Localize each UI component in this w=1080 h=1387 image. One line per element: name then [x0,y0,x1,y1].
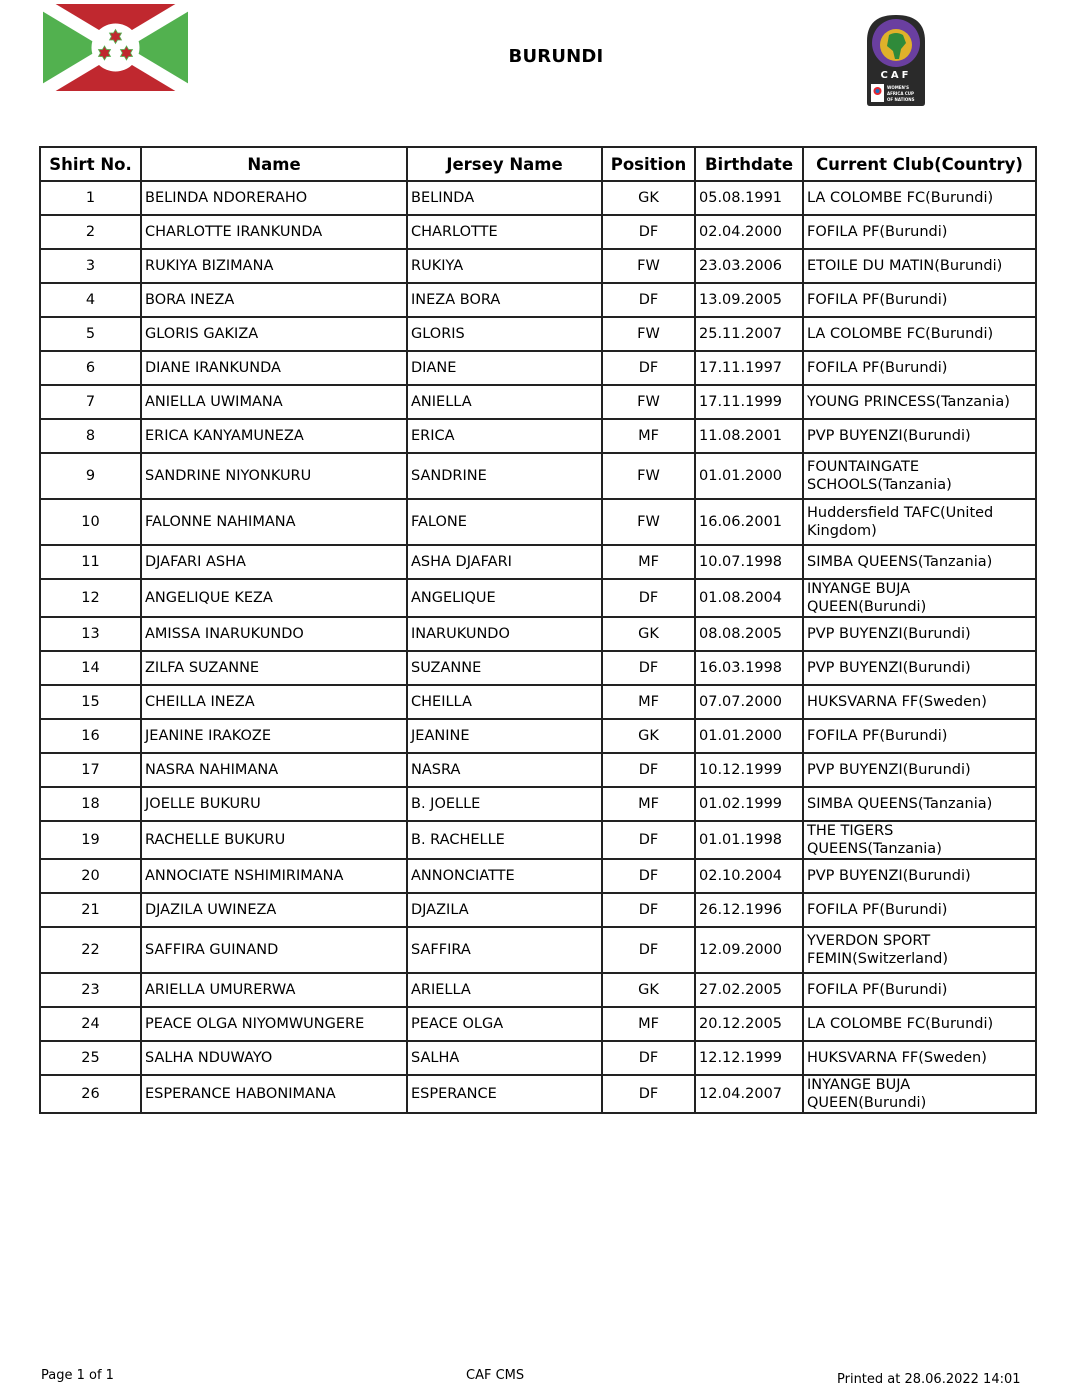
shirt-number: 10 [40,499,141,545]
jersey-name: PEACE OLGA [407,1007,602,1041]
shirt-number: 6 [40,351,141,385]
position: DF [602,927,695,973]
current-club: LA COLOMBE FC(Burundi) [803,181,1036,215]
jersey-name: ANNONCIATTE [407,859,602,893]
column-header-shirt-no: Shirt No. [40,147,141,181]
jersey-name: B. JOELLE [407,787,602,821]
player-name: ANNOCIATE NSHIMIRIMANA [141,859,407,893]
shirt-number: 12 [40,579,141,617]
shirt-number: 3 [40,249,141,283]
position: MF [602,545,695,579]
position: FW [602,385,695,419]
birthdate: 17.11.1997 [695,351,803,385]
column-header-birthdate: Birthdate [695,147,803,181]
position: FW [602,249,695,283]
svg-text:OF NATIONS: OF NATIONS [887,97,915,102]
birthdate: 10.12.1999 [695,753,803,787]
table-row [40,1041,1036,1075]
table-row [40,499,1036,545]
player-name: RUKIYA BIZIMANA [141,249,407,283]
jersey-name: CHARLOTTE [407,215,602,249]
shirt-number: 7 [40,385,141,419]
table-row [40,1075,1036,1113]
jersey-name: ERICA [407,419,602,453]
squad-list-table [39,146,1037,1114]
table-row [40,385,1036,419]
page-number: Page 1 of 1 [41,1368,114,1383]
table-row [40,685,1036,719]
birthdate: 12.09.2000 [695,927,803,973]
player-name: NASRA NAHIMANA [141,753,407,787]
shirt-number: 2 [40,215,141,249]
column-header-name: Name [141,147,407,181]
position: FW [602,317,695,351]
player-name: RACHELLE BUKURU [141,821,407,859]
current-club: YVERDON SPORT FEMIN(Switzerland) [803,927,1036,973]
column-header-current-club: Current Club(Country) [803,147,1036,181]
birthdate: 23.03.2006 [695,249,803,283]
birthdate: 01.01.2000 [695,453,803,499]
shirt-number: 15 [40,685,141,719]
table-row [40,215,1036,249]
current-club: FOFILA PF(Burundi) [803,893,1036,927]
player-name: ERICA KANYAMUNEZA [141,419,407,453]
birthdate: 26.12.1996 [695,893,803,927]
table-row [40,1007,1036,1041]
birthdate: 25.11.2007 [695,317,803,351]
birthdate: 01.01.1998 [695,821,803,859]
position: GK [602,973,695,1007]
current-club: INYANGE BUJA QUEEN(Burundi) [803,1075,1036,1113]
current-club: SIMBA QUEENS(Tanzania) [803,787,1036,821]
column-header-jersey-name: Jersey Name [407,147,602,181]
caf-tournament-logo [861,13,931,107]
player-name: ARIELLA UMURERWA [141,973,407,1007]
table-row [40,753,1036,787]
position: DF [602,579,695,617]
table-row [40,545,1036,579]
position: DF [602,351,695,385]
shirt-number: 23 [40,973,141,1007]
player-name: SALHA NDUWAYO [141,1041,407,1075]
birthdate: 02.04.2000 [695,215,803,249]
position: DF [602,859,695,893]
current-club: THE TIGERS QUEENS(Tanzania) [803,821,1036,859]
birthdate: 20.12.2005 [695,1007,803,1041]
shirt-number: 19 [40,821,141,859]
player-name: AMISSA INARUKUNDO [141,617,407,651]
birthdate: 12.12.1999 [695,1041,803,1075]
jersey-name: NASRA [407,753,602,787]
shirt-number: 26 [40,1075,141,1113]
jersey-name: SALHA [407,1041,602,1075]
table-row [40,579,1036,617]
table-row [40,453,1036,499]
birthdate: 05.08.1991 [695,181,803,215]
current-club: LA COLOMBE FC(Burundi) [803,1007,1036,1041]
shirt-number: 17 [40,753,141,787]
position: DF [602,283,695,317]
table-row [40,249,1036,283]
current-club: SIMBA QUEENS(Tanzania) [803,545,1036,579]
player-name: FALONNE NAHIMANA [141,499,407,545]
table-row [40,351,1036,385]
jersey-name: ASHA DJAFARI [407,545,602,579]
current-club: FOFILA PF(Burundi) [803,215,1036,249]
birthdate: 01.02.1999 [695,787,803,821]
player-name: JEANINE IRAKOZE [141,719,407,753]
table-row [40,973,1036,1007]
birthdate: 17.11.1999 [695,385,803,419]
birthdate: 27.02.2005 [695,973,803,1007]
player-name: ZILFA SUZANNE [141,651,407,685]
table-row [40,927,1036,973]
player-name: PEACE OLGA NIYOMWUNGERE [141,1007,407,1041]
shirt-number: 13 [40,617,141,651]
current-club: FOFILA PF(Burundi) [803,351,1036,385]
shirt-number: 18 [40,787,141,821]
shirt-number: 4 [40,283,141,317]
player-name: DJAFARI ASHA [141,545,407,579]
birthdate: 16.03.1998 [695,651,803,685]
birthdate: 07.07.2000 [695,685,803,719]
shirt-number: 20 [40,859,141,893]
table-body [40,181,1036,1113]
birthdate: 01.01.2000 [695,719,803,753]
position: DF [602,1075,695,1113]
birthdate: 01.08.2004 [695,579,803,617]
table-row [40,283,1036,317]
table-row [40,651,1036,685]
jersey-name: JEANINE [407,719,602,753]
birthdate: 13.09.2005 [695,283,803,317]
table-row [40,893,1036,927]
birthdate: 12.04.2007 [695,1075,803,1113]
shirt-number: 25 [40,1041,141,1075]
table-row [40,419,1036,453]
shirt-number: 1 [40,181,141,215]
position: MF [602,787,695,821]
jersey-name: RUKIYA [407,249,602,283]
position: DF [602,215,695,249]
shirt-number: 5 [40,317,141,351]
current-club: FOUNTAINGATE SCHOOLS(Tanzania) [803,453,1036,499]
jersey-name: CHEILLA [407,685,602,719]
player-name: DIANE IRANKUNDA [141,351,407,385]
player-name: BORA INEZA [141,283,407,317]
shirt-number: 24 [40,1007,141,1041]
position: DF [602,821,695,859]
position: MF [602,685,695,719]
jersey-name: DIANE [407,351,602,385]
player-name: ANIELLA UWIMANA [141,385,407,419]
jersey-name: INEZA BORA [407,283,602,317]
jersey-name: ESPERANCE [407,1075,602,1113]
position: GK [602,181,695,215]
jersey-name: ARIELLA [407,973,602,1007]
birthdate: 02.10.2004 [695,859,803,893]
jersey-name: ANIELLA [407,385,602,419]
jersey-name: SANDRINE [407,453,602,499]
system-label: CAF CMS [466,1368,525,1383]
shirt-number: 9 [40,453,141,499]
player-name: SANDRINE NIYONKURU [141,453,407,499]
birthdate: 11.08.2001 [695,419,803,453]
position: DF [602,1041,695,1075]
shirt-number: 16 [40,719,141,753]
shirt-number: 22 [40,927,141,973]
svg-text:CAF: CAF [880,70,912,81]
shirt-number: 8 [40,419,141,453]
current-club: LA COLOMBE FC(Burundi) [803,317,1036,351]
birthdate: 10.07.1998 [695,545,803,579]
column-header-position: Position [602,147,695,181]
player-name: BELINDA NDORERAHO [141,181,407,215]
jersey-name: SAFFIRA [407,927,602,973]
current-club: HUKSVARNA FF(Sweden) [803,685,1036,719]
svg-text:WOMEN'S: WOMEN'S [887,85,909,90]
current-club: FOFILA PF(Burundi) [803,719,1036,753]
jersey-name: DJAZILA [407,893,602,927]
table-row [40,719,1036,753]
position: FW [602,499,695,545]
position: MF [602,419,695,453]
current-club: PVP BUYENZI(Burundi) [803,617,1036,651]
position: MF [602,1007,695,1041]
player-name: DJAZILA UWINEZA [141,893,407,927]
current-club: FOFILA PF(Burundi) [803,283,1036,317]
player-name: ESPERANCE HABONIMANA [141,1075,407,1113]
position: GK [602,719,695,753]
position: FW [602,453,695,499]
jersey-name: FALONE [407,499,602,545]
current-club: Huddersfield TAFC(United Kingdom) [803,499,1036,545]
player-name: CHARLOTTE IRANKUNDA [141,215,407,249]
current-club: FOFILA PF(Burundi) [803,973,1036,1007]
shirt-number: 11 [40,545,141,579]
current-club: YOUNG PRINCESS(Tanzania) [803,385,1036,419]
birthdate: 16.06.2001 [695,499,803,545]
table-row [40,859,1036,893]
page-title: BURUNDI [508,46,604,67]
position: GK [602,617,695,651]
svg-text:AFRICA CUP: AFRICA CUP [887,91,914,96]
table-row [40,317,1036,351]
jersey-name: INARUKUNDO [407,617,602,651]
current-club: PVP BUYENZI(Burundi) [803,651,1036,685]
table-row [40,821,1036,859]
player-name: CHEILLA INEZA [141,685,407,719]
position: DF [602,753,695,787]
player-name: ANGELIQUE KEZA [141,579,407,617]
jersey-name: SUZANNE [407,651,602,685]
position: DF [602,893,695,927]
jersey-name: B. RACHELLE [407,821,602,859]
current-club: ETOILE DU MATIN(Burundi) [803,249,1036,283]
current-club: PVP BUYENZI(Burundi) [803,859,1036,893]
table-row [40,617,1036,651]
shirt-number: 14 [40,651,141,685]
table-row [40,787,1036,821]
player-name: SAFFIRA GUINAND [141,927,407,973]
position: DF [602,651,695,685]
jersey-name: BELINDA [407,181,602,215]
player-name: GLORIS GAKIZA [141,317,407,351]
shirt-number: 21 [40,893,141,927]
birthdate: 08.08.2005 [695,617,803,651]
jersey-name: ANGELIQUE [407,579,602,617]
current-club: PVP BUYENZI(Burundi) [803,419,1036,453]
jersey-name: GLORIS [407,317,602,351]
player-name: JOELLE BUKURU [141,787,407,821]
current-club: HUKSVARNA FF(Sweden) [803,1041,1036,1075]
table-header-row [40,147,1036,181]
current-club: PVP BUYENZI(Burundi) [803,753,1036,787]
printed-timestamp: Printed at 28.06.2022 14:01 [837,1372,1021,1387]
current-club: INYANGE BUJA QUEEN(Burundi) [803,579,1036,617]
table-row [40,181,1036,215]
